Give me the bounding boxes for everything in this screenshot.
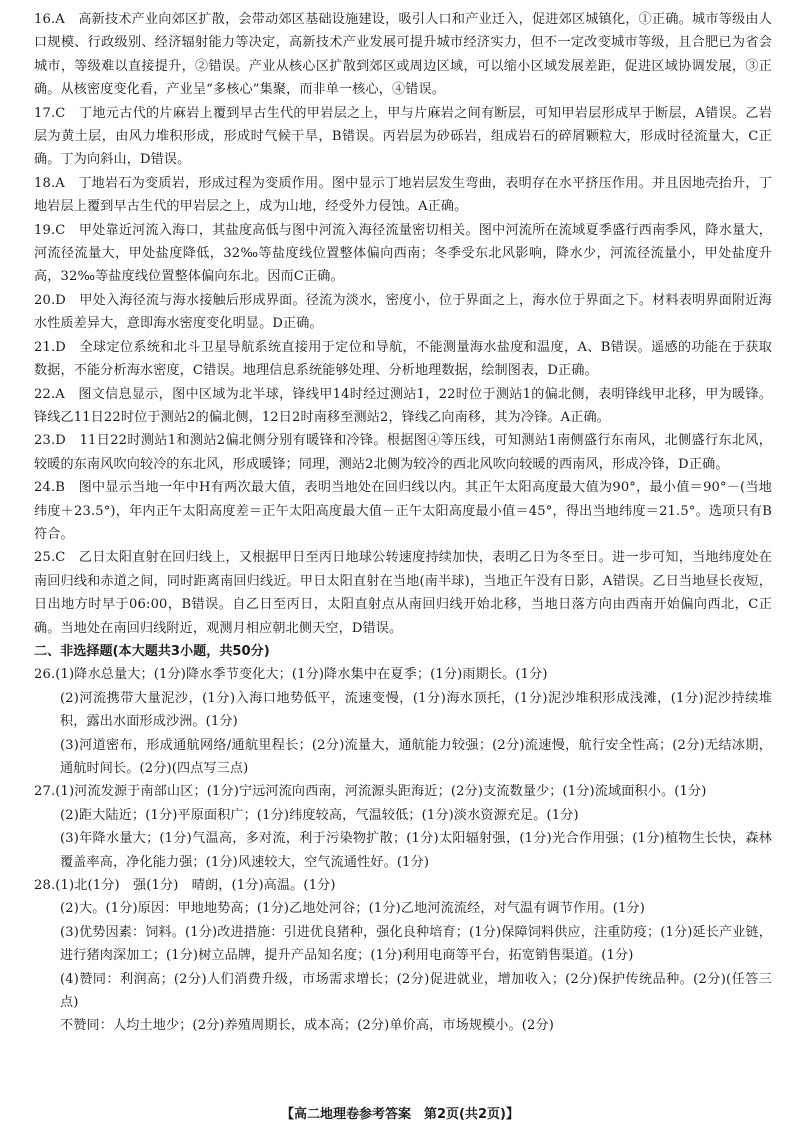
answer-22: 22.A 图文信息显示，图中区域为北半球，锋线甲14时经过测站1，22时位于测站1的偏北侧，表明锋线甲北移，甲为暖锋。锋线乙11日22时位于测站2的偏北侧，12日2时南移至测站2，锋线乙向南移，其为冷锋。A正确。 [34, 386, 772, 425]
answer-26-3: (3)河道密布，形成通航网络/通航里程长；(2分)流量大，通航能力较强；(2分)流速慢，航行安全性高；(2分)无结冰期，通航时间长。(2分)(四点写三点) [60, 737, 772, 776]
answer-18: 18.A 丁地岩石为变质岩，形成过程为变质作用。图中显示丁地岩层发生弯曲，表明存在水平挤压作用。并且因地壳抬升，丁地岩层上覆到早古生代的甲岩层之上，成为山地，经受外力侵蚀。A正确。 [34, 175, 772, 215]
section-heading-nonchoice: 二、非选择题(本大题共3小题，共50分) [34, 643, 270, 659]
answer-27-3: (3)年降水量大；(1分)气温高，多对流，利于污染物扩散；(1分)太阳辐射强，(1分)光合作用强；(1分)植物生长快，森林覆盖率高，净化能力强；(1分)风速较大，空气流通性好。(1分) [60, 831, 772, 870]
answer-26-2: (2)河流携带大量泥沙，(1分)入海口地势低平，流速变慢，(1分)海水顶托，(1分)泥沙堆积形成浅滩，(1分)泥沙持续堆积，露出水面形成沙洲。(1分) [60, 690, 772, 730]
answer-26-1: 26.(1)降水总量大；(1分)降水季节变化大；(1分)降水集中在夏季；(1分)雨期长。(1分) [34, 667, 548, 683]
answer-25: 25.C 乙日太阳直射在回归线上，又根据甲日至丙日地球公转速度持续加快，表明乙日为冬至日。进一步可知，当地纬度处在南回归线和赤道之间，同时距离南回归线近。甲日太阳直射在当地(南半球)，当地正午没有日影，A错误。乙日当地昼长夜短，日出地方时早于06:00，B错误。自乙日至丙日，太阳直射点从南回归线开始北移，当地日落方向由西南开始偏向西北，C正确。当地处在南回归线附近，观测月相应朝北侧天空，D错误。 [34, 550, 772, 636]
answer-28-1: 28.(1)北(1分) 强(1分) 晴朗，(1分)高温。(1分) [34, 878, 336, 894]
answer-27-2: (2)距大陆近；(1分)平原面积广；(1分)纬度较高，气温较低；(1分)淡水资源充足。(1分) [60, 807, 579, 823]
answer-28-2: (2)大。(1分)原因：甲地地势高；(1分)乙地处河谷；(1分)乙地河流流经，对气温有调节作用。(1分) [60, 901, 646, 917]
answer-16: 16.A 高新技术产业向郊区扩散，会带动郊区基础设施建设，吸引人口和产业迁入，促进郊区城镇化，①正确。城市等级由人口规模、行政级别、经济辐射能力等决定，高新技术产业发展可提升城市经济实力，但不一定改变城市等级，且合肥已为省会城市，等级难以直接提升，②错误。产业从核心区扩散到郊区或周边区域，可以缩小区域发展差距，促进区域协调发展，③正确。从核密度变化看，产业呈“多核心”集聚，而非单一核心，④错误。 [34, 12, 772, 98]
answer-21: 21.D 全球定位系统和北斗卫星导航系统直接用于定位和导航，不能测量海水盐度和温度，A、B错误。遥感的功能在于获取数据，不能分析海水密度，C错误。地理信息系统能够处理、分析地理数据，绘制图表，D正确。 [34, 339, 772, 379]
answer-28-5: 不赞同：人均土地少；(2分)养殖周期长，成本高；(2分)单价高，市场规模小。(2分) [60, 1018, 555, 1034]
answer-20: 20.D 甲处入海径流与海水接触后形成界面。径流为淡水，密度小，位于界面之上，海水位于界面之下。材料表明界面附近海水性质差异大，意即海水密度变化明显。D正确。 [34, 292, 772, 332]
answer-19: 19.C 甲处靠近河流入海口，其盐度高低与图中河流入海径流量密切相关。图中河流所在流域夏季盛行西南季风，降水量大，河流径流量大，甲处盐度降低，32‰等盐度线位置整体偏向西南；冬季受东北风影响，降水少，河流径流量小，甲处盐度升高，32‰等盐度线位置整体偏向东北。因而C正确。 [34, 222, 772, 285]
answer-24: 24.B 图中显示当地一年中H有两次最大值，表明当地处在回归线以内。其正午太阳高度最大值为90°，最小值＝90°－(当地纬度＋23.5°)，年内正午太阳高度差＝正午太阳高度最大值－正午太阳高度最小值＝45°，得出当地纬度＝21.5°。选项只有B符合。 [34, 480, 772, 542]
answer-27-1: 27.(1)河流发源于南部山区；(1分)宁远河流向西南，河流源头距海近；(2分)支流数量少；(1分)流域面积小。(1分) [34, 784, 707, 800]
answer-17: 17.C 丁地元古代的片麻岩上覆到早古生代的甲岩层之上，甲与片麻岩之间有断层，可知甲岩层形成早于断层，A错误。乙岩层为黄土层，由风力堆积形成，形成时气候干旱，B错误。丙岩层为砂砾岩，组成岩石的碎屑颗粒大，形成时径流量大，C正确。丁为向斜山，D错误。 [34, 105, 772, 168]
answer-28-3: (3)优势因素：饲料。(1分)改进措施：引进优良猪种，强化良种培育；(1分)保障饲料供应，注重防疫；(1分)延长产业链，进行猪肉深加工；(1分)树立品牌，提升产品知名度；(1分)利用电商等平台，拓宽销售渠道。(1分) [60, 924, 772, 964]
page-footer: 【高二地理卷参考答案 第2页(共2页)】 [281, 1107, 519, 1122]
answer-28-4: (4)赞同：利润高；(2分)人们消费升级，市场需求增长；(2分)促进就业，增加收入；(2分)保护传统品种。(2分)(任答三点) [60, 971, 772, 1011]
answer-23: 23.D 11日22时测站1和测站2偏北侧分别有暖锋和冷锋。根据图④等压线，可知测站1南侧盛行东南风，北侧盛行东北风，较暖的东南风吹向较冷的东北风，形成暖锋；同理，测站2北侧为较冷的西北风吹向较暖的西南风，形成冷锋，D正确。 [34, 433, 772, 472]
